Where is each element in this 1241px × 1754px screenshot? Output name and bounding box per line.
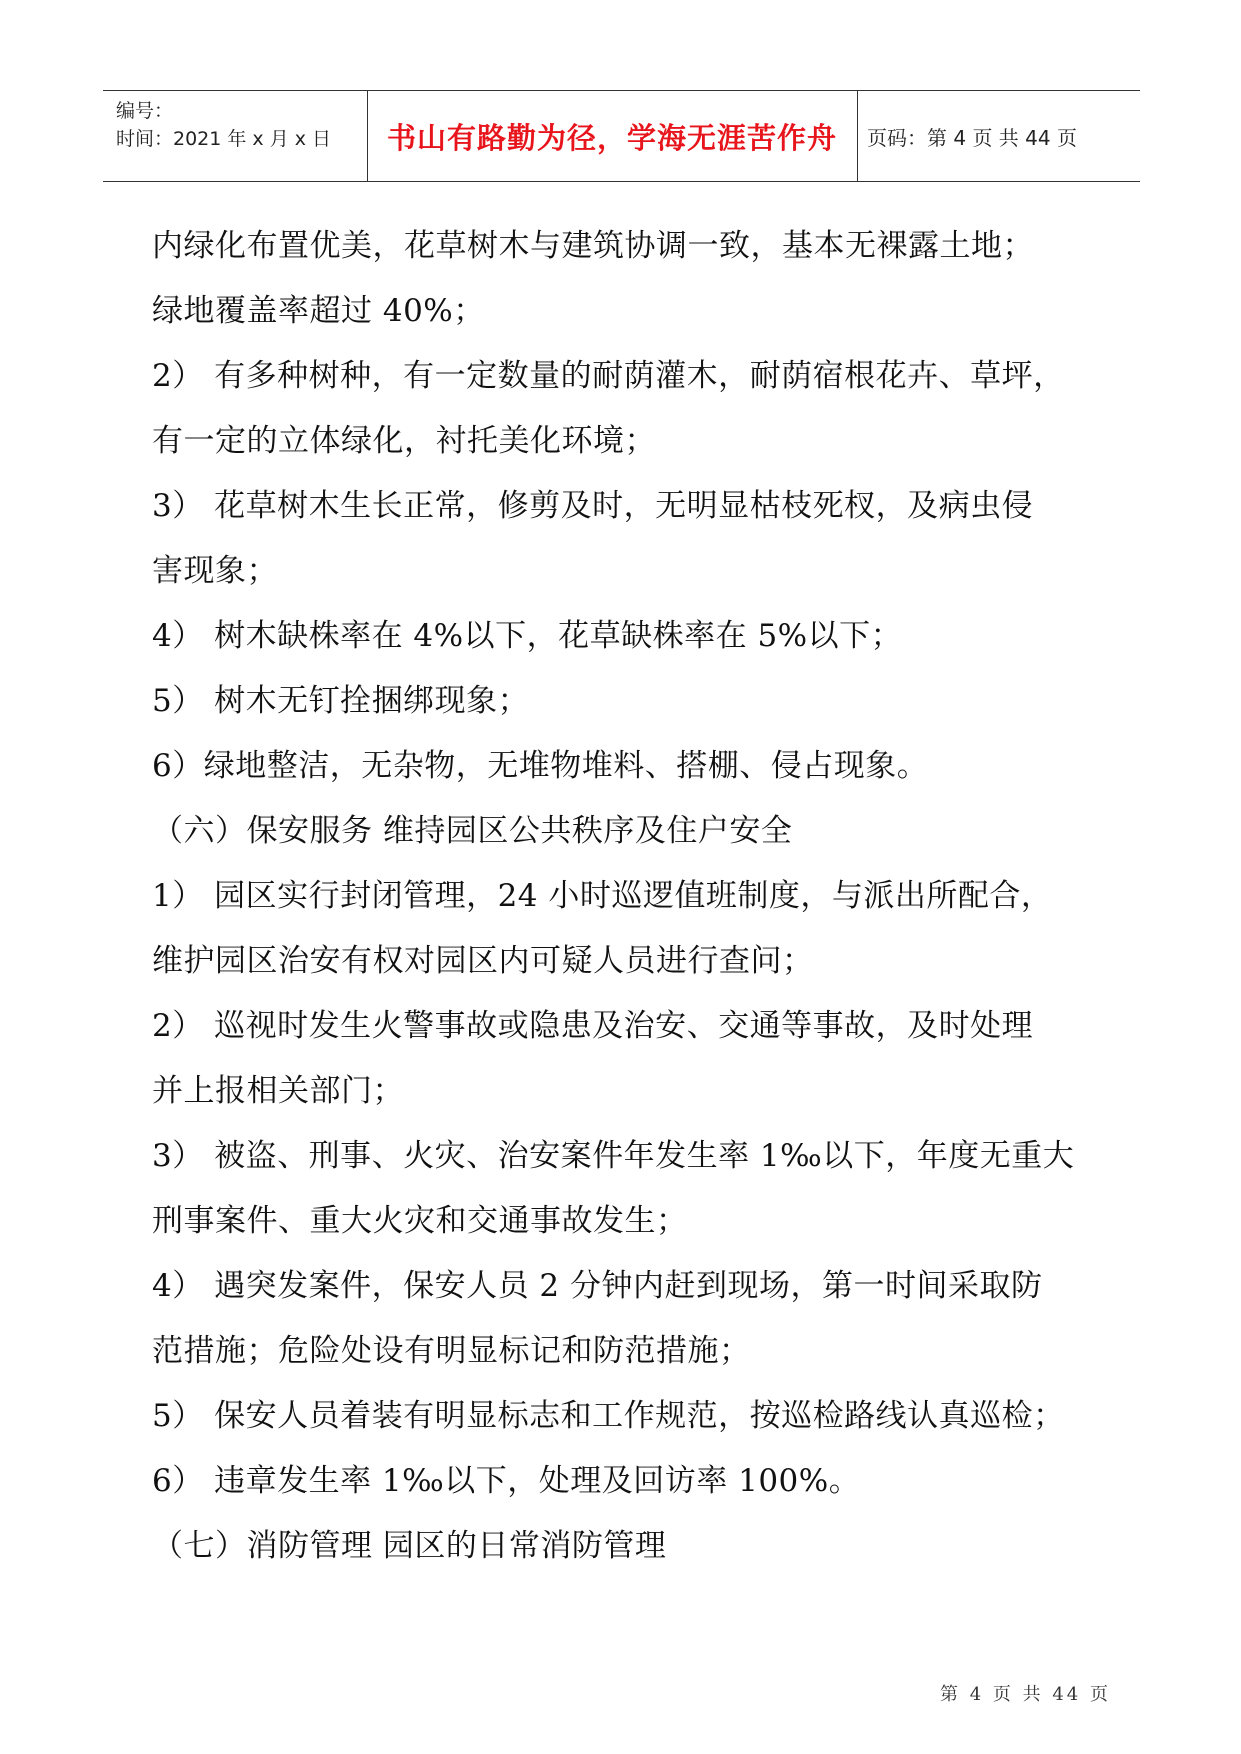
body-line: 范措施；危险处设有明显标记和防范措施； (152, 1333, 751, 1369)
header-time-label: 时间：2021 年 x 月 x 日 (116, 128, 332, 150)
body-line: 6）绿地整洁，无杂物，无堆物堆料、搭棚、侵占现象。 (152, 748, 929, 784)
body-line: 2） 有多种树种，有一定数量的耐荫灌木，耐荫宿根花卉、草坪， (152, 358, 1065, 394)
body-line: 6） 违章发生率 1‰以下，处理及回访率 100%。 (152, 1463, 861, 1499)
page-footer: 第 4 页 共 44 页 (940, 1684, 1111, 1705)
body-line: 绿地覆盖率超过 40%； (152, 293, 485, 329)
header-meta (116, 97, 331, 153)
body-line: 3） 花草树木生长正常，修剪及时，无明显枯枝死杈，及病虫侵 (152, 488, 1034, 524)
section-heading: （七）消防管理 园区的日常消防管理 (152, 1528, 667, 1564)
body-line: 害现象； (152, 553, 278, 589)
document-body (152, 214, 1137, 1579)
header-divider (857, 91, 858, 181)
section-heading: （六）保安服务 维持园区公共秩序及住户安全 (152, 813, 793, 849)
body-line: 维护园区治安有权对园区内可疑人员进行查问； (152, 943, 814, 979)
body-line: 内绿化布置优美，花草树木与建筑协调一致，基本无裸露土地； (152, 228, 1034, 264)
body-line: 有一定的立体绿化，衬托美化环境； (152, 423, 656, 459)
body-line: 刑事案件、重大火灾和交通事故发生； (152, 1203, 688, 1239)
body-line: 2） 巡视时发生火警事故或隐患及治安、交通等事故，及时处理 (152, 1008, 1034, 1044)
body-line: 4） 遇突发案件，保安人员 2 分钟内赶到现场，第一时间采取防 (152, 1268, 1043, 1304)
header-number-label: 编号： (116, 100, 174, 122)
body-line: 1） 园区实行封闭管理，24 小时巡逻值班制度，与派出所配合， (152, 878, 1053, 914)
header-page-info: 页码：第 4 页 共 44 页 (867, 125, 1077, 150)
body-line: 3） 被盗、刑事、火灾、治安案件年发生率 1‰以下，年度无重大 (152, 1138, 1075, 1174)
body-line: 4） 树木缺株率在 4%以下，花草缺株率在 5%以下； (152, 618, 903, 654)
header-motto: 书山有路勤为径，学海无涯苦作舟 (386, 120, 837, 155)
body-line: 5） 保安人员着装有明显标志和工作规范，按巡检路线认真巡检； (152, 1398, 1065, 1434)
body-line: 5） 树木无钉拴捆绑现象； (152, 683, 530, 719)
body-line: 并上报相关部门； (152, 1073, 404, 1109)
document-header (103, 90, 1140, 182)
